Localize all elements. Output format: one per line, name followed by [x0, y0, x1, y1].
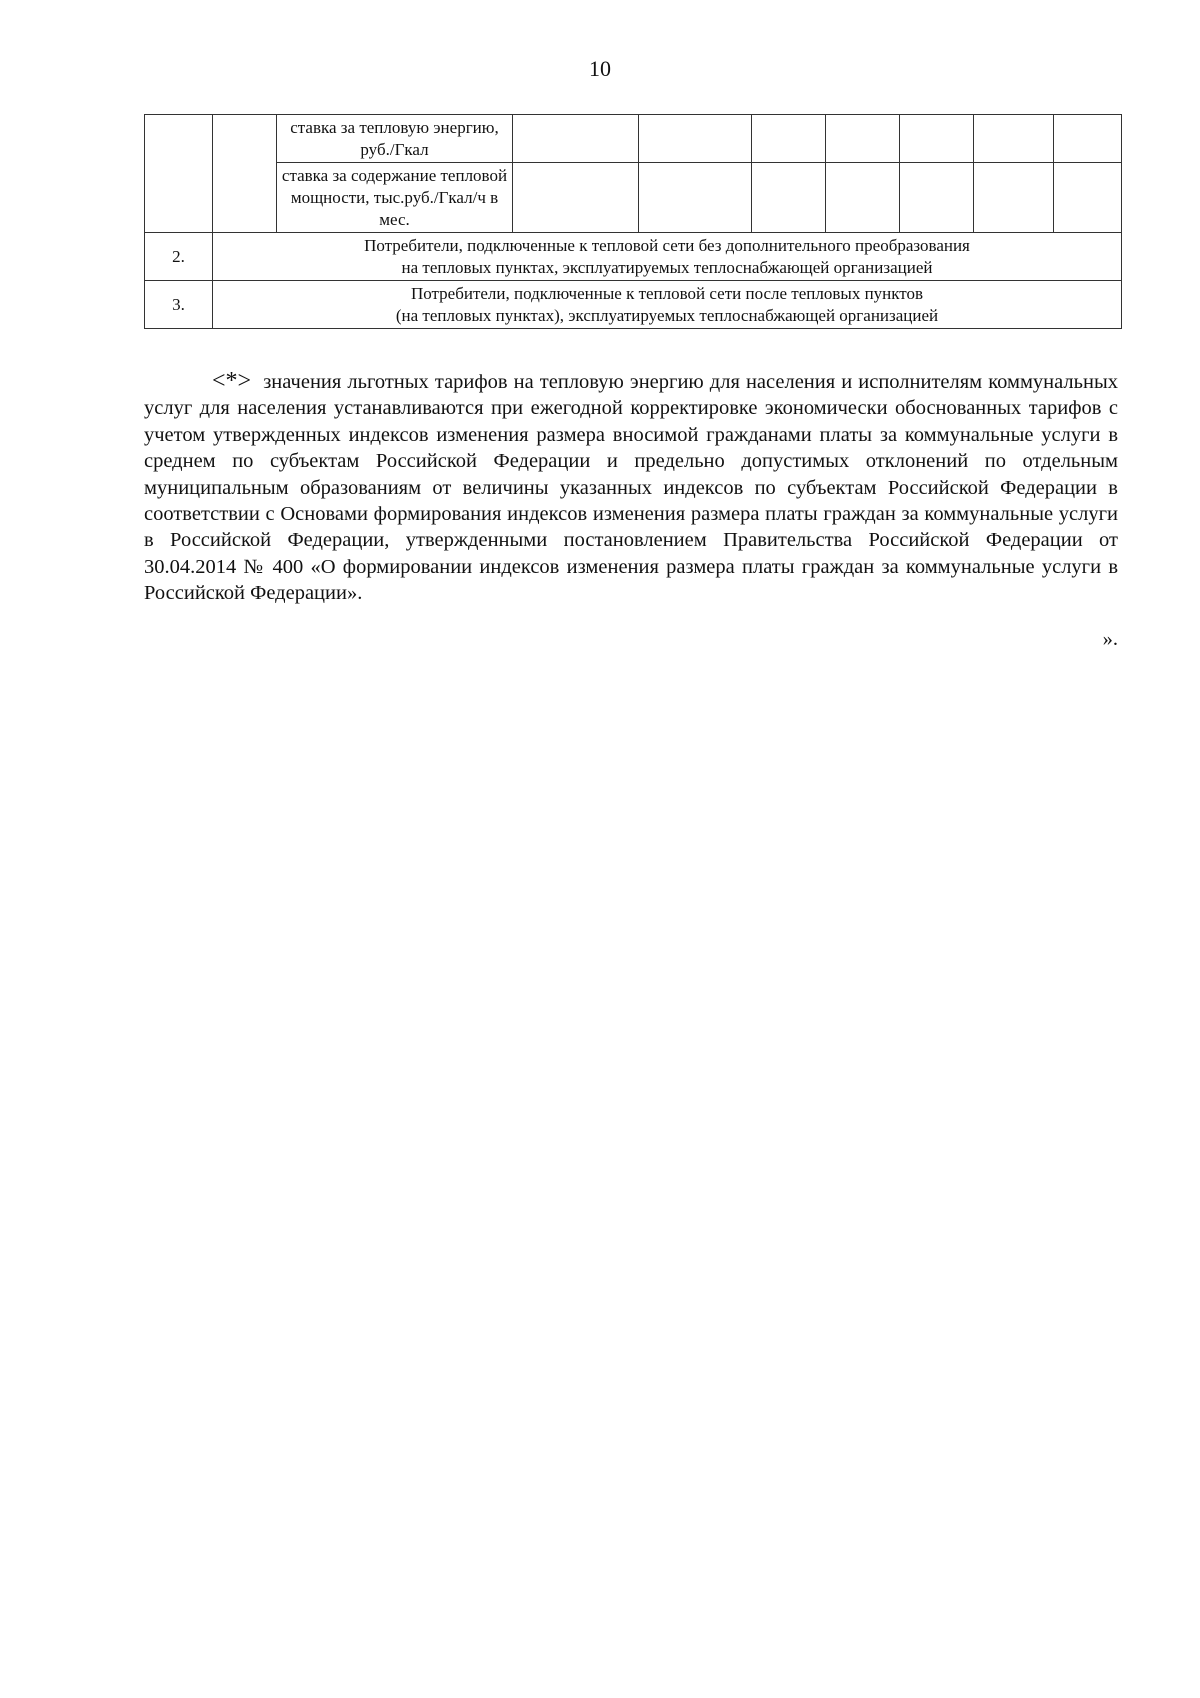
- footnote-paragraph: [144, 368, 1118, 607]
- table-cell-empty: [513, 163, 639, 233]
- row-number: 2.: [145, 233, 213, 281]
- row-number: 3.: [145, 281, 213, 329]
- table-cell-empty: [752, 115, 826, 163]
- table-cell-empty: [826, 163, 900, 233]
- table-cell-empty: [213, 115, 277, 233]
- table-cell-empty: [826, 115, 900, 163]
- table-cell-empty: [639, 115, 752, 163]
- table-cell-empty: [974, 163, 1054, 233]
- footnote: [144, 368, 1118, 607]
- consumer-group-line: (на тепловых пунктах), эксплуатируемых теплоснабжающей организацией: [395, 305, 939, 325]
- consumer-group-line: Потребители, подключенные к тепловой сети после тепловых пунктов: [410, 283, 924, 303]
- page-number: 10: [589, 56, 611, 81]
- table-row-rate-energy: [145, 115, 1122, 163]
- table-row-consumers-2: [145, 233, 1122, 281]
- table-cell-empty: [639, 163, 752, 233]
- rate-capacity-label: ставка за содержание тепловой мощности, тыс.руб./Гкал/ч в мес.: [277, 163, 513, 233]
- rate-energy-label: ставка за тепловую энергию, руб./Гкал: [277, 115, 513, 163]
- table-cell-empty: [900, 163, 974, 233]
- footnote-marker: <*>: [212, 368, 252, 394]
- table-cell-empty: [752, 163, 826, 233]
- closing-quote-mark: ».: [1102, 628, 1118, 650]
- consumer-group-label: [213, 281, 1122, 329]
- consumer-group-line: на тепловых пунктах, эксплуатируемых теплоснабжающей организацией: [401, 257, 933, 277]
- footnote-text: значения льготных тарифов на тепловую энергию для населения и исполнителям коммунальных услуг для населения устанавливаются при ежегодной корректировке экономически обоснованных тарифов с учетом утвержденных индексов изменения размера вносимой гражданами платы за коммунальные услуги в среднем по субъектам Российской Федерации и предельно допустимых отклонений по отдельным муниципальным образованиям от величины указанных индексов по субъектам Российской Федерации в соответствии с Основами формирования индексов изменения размера платы граждан за коммунальные услуги в Российской Федерации, утвержденными постановлением Правительства Российской Федерации от 30.04.2014 № 400 «О формировании индексов изменения размера платы граждан за коммунальные услуги в Российской Федерации».: [144, 371, 1118, 605]
- table-cell-empty: [900, 115, 974, 163]
- table-cell-number-empty: [145, 115, 213, 233]
- table-cell-empty: [974, 115, 1054, 163]
- table-cell-empty: [1054, 115, 1122, 163]
- tariff-table: [144, 114, 1122, 329]
- table-cell-empty: [513, 115, 639, 163]
- consumer-group-label: [213, 233, 1122, 281]
- consumer-group-line: Потребители, подключенные к тепловой сети без дополнительного преобразования: [364, 235, 970, 255]
- table-row-consumers-3: [145, 281, 1122, 329]
- table-cell-empty: [1054, 163, 1122, 233]
- table-row-rate-capacity: [145, 163, 1122, 233]
